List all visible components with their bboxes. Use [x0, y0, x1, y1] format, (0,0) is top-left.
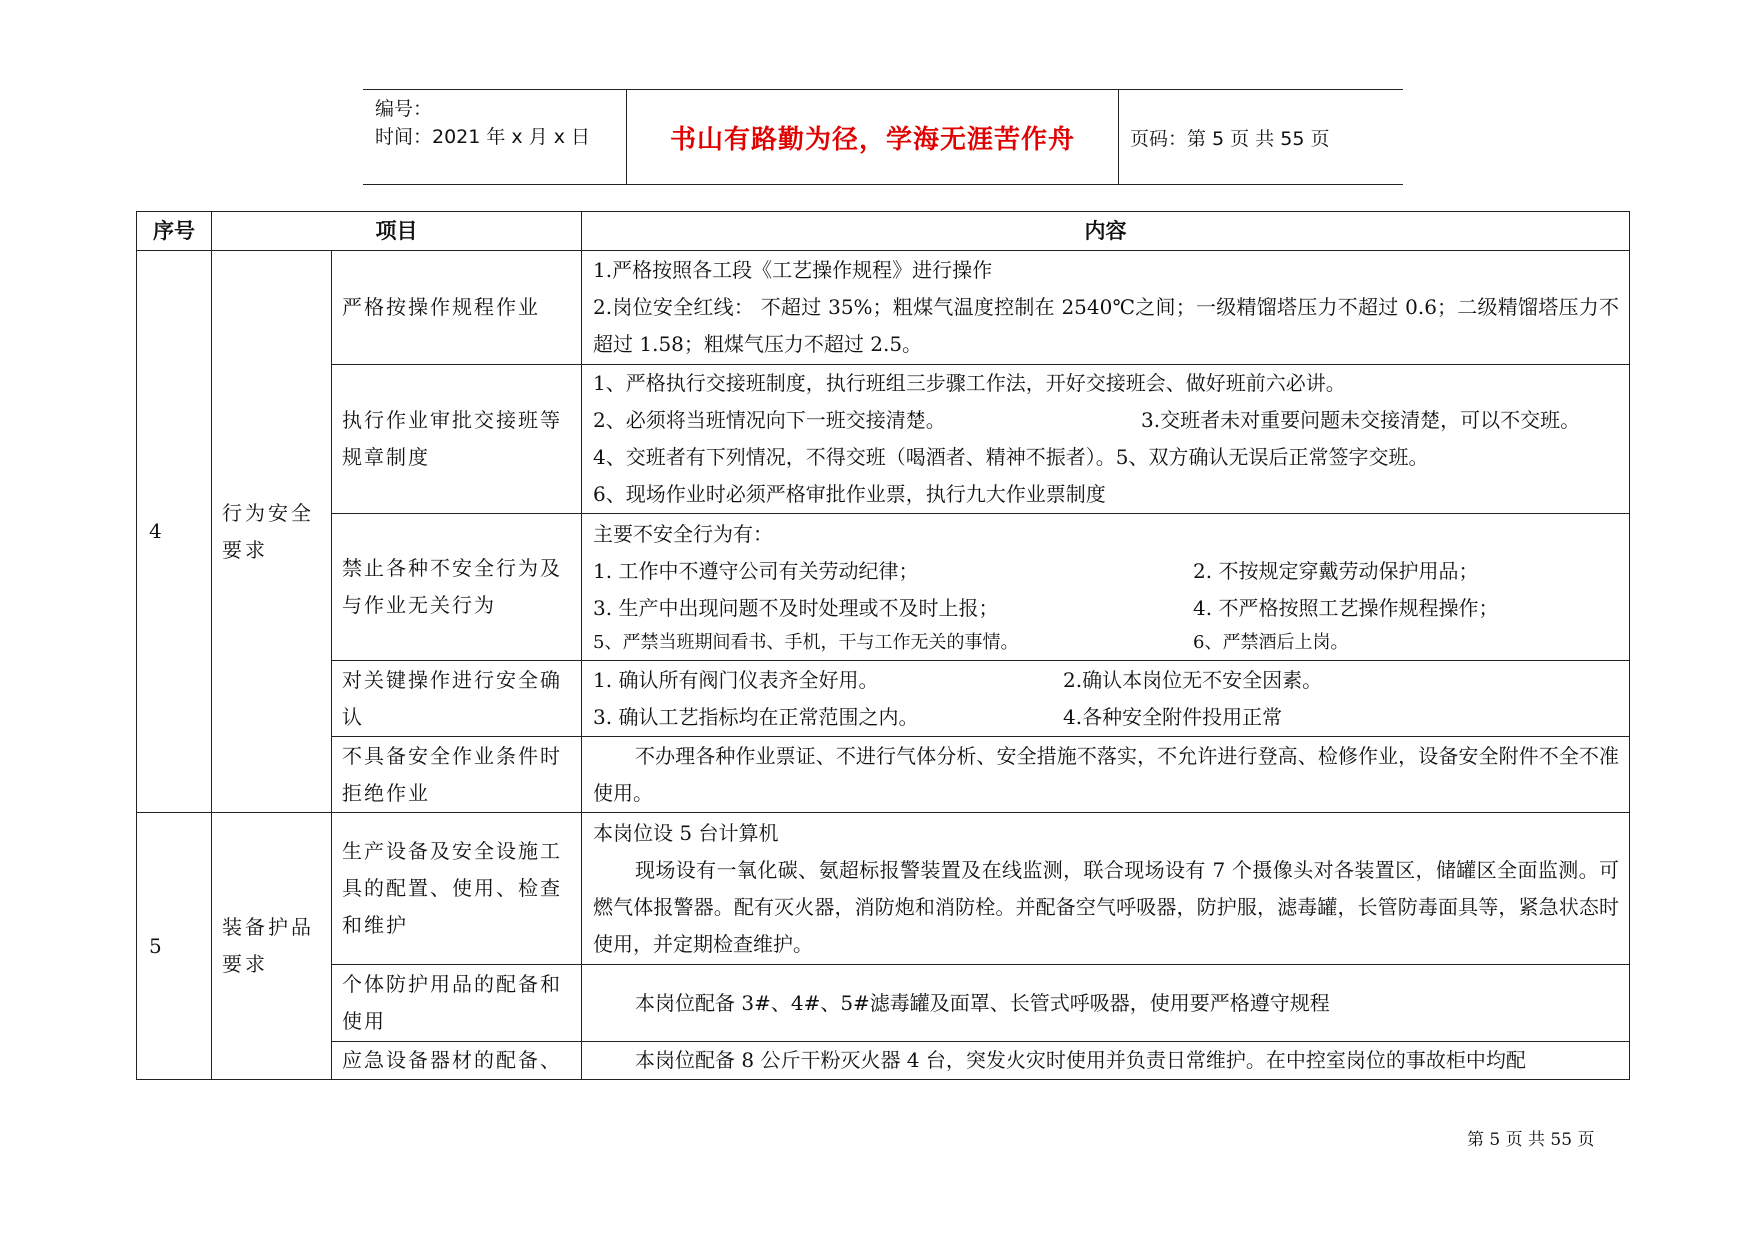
content-line-pair [593, 699, 1619, 736]
content-line: 1.严格按照各工段《工艺操作规程》进行操作 [593, 258, 993, 282]
content-cell [582, 661, 1630, 737]
content-cell: 本岗位配备 8 公斤干粉灭火器 4 台，突发火灾时使用并负责日常维护。在中控室岗位的事故柜中均配 [582, 1042, 1630, 1080]
document-header [363, 89, 1403, 185]
content-line: 1、严格执行交接班制度，执行班组三步骤工作法，开好交接班会、做好班前六必讲。 [593, 371, 1346, 395]
content-line: 2.确认本岗位无不安全因素。 [1063, 667, 1323, 692]
content-line: 3. 生产中出现问题不及时处理或不及时上报； [593, 595, 999, 620]
item-label: 对关键操作进行安全确认 [332, 661, 582, 737]
page-footer: 第 5 页 共 55 页 [1467, 1130, 1595, 1150]
number-label: 编号： [375, 98, 433, 120]
page-info: 页码：第 5 页 共 55 页 [1130, 127, 1330, 150]
content-line: 6、现场作业时必须严格审批作业票，执行九大作业票制度 [593, 482, 1106, 506]
item-label: 执行作业审批交接班等规章制度 [332, 365, 582, 514]
section-number: 5 [137, 813, 212, 1080]
content-cell [582, 514, 1630, 661]
content-line: 4、交班者有下列情况，不得交班（喝酒者、精神不振者）。5、双方确认无误后正常签字交班。 [593, 445, 1429, 469]
content-line: 3. 确认工艺指标均在正常范围之内。 [593, 704, 919, 729]
col-header-item: 项目 [212, 212, 582, 251]
content-line: 5、严禁当班期间看书、手机，干与工作无关的事情。 [593, 631, 1019, 653]
content-paragraph: 现场设有一氧化碳、氨超标报警装置及在线监测，联合现场设有 7 个摄像头对各装置区，储罐区全面监测。可燃气体报警器。配有灭火器，消防炮和消防栓。并配备空气呼吸器，防护服，滤毒罐，长管防毒面具等，紧急状态时使用，并定期检查维护。 [593, 857, 1619, 956]
item-label: 不具备安全作业条件时拒绝作业 [332, 737, 582, 813]
content-cell [582, 813, 1630, 965]
table-row [137, 514, 1630, 661]
content-line: 6、严禁酒后上岗。 [1193, 631, 1349, 653]
content-cell [582, 251, 1630, 365]
item-label: 应急设备器材的配备、 [332, 1042, 582, 1080]
content-line-pair [593, 662, 1619, 699]
content-line: 2. 不按规定穿戴劳动保护用品； [1193, 558, 1479, 583]
content-line: 4.各种安全附件投用正常 [1063, 704, 1283, 729]
header-meta [363, 90, 626, 184]
content-line: 3.交班者未对重要问题未交接清楚，可以不交班。 [1141, 408, 1581, 432]
table-row [137, 365, 1630, 514]
table-row [137, 737, 1630, 813]
time-label: 时间：2021 年 x 月 x 日 [375, 126, 591, 148]
section-category: 装备护品要求 [212, 813, 332, 1080]
table-row [137, 251, 1630, 365]
item-label: 生产设备及安全设施工具的配置、使用、检查和维护 [332, 813, 582, 965]
content-line-pair [593, 553, 1619, 590]
table-row [137, 965, 1630, 1042]
table-row [137, 1042, 1630, 1080]
content-cell [582, 365, 1630, 514]
content-line: 2、必须将当班情况向下一班交接清楚。 [593, 408, 946, 432]
content-line: 本岗位设 5 台计算机 [593, 820, 779, 845]
content-cell: 不办理各种作业票证、不进行气体分析、安全措施不落实，不允许进行登高、检修作业，设备安全附件不全不准使用。 [582, 737, 1630, 813]
section-number: 4 [137, 251, 212, 813]
content-line-pair [593, 627, 1619, 659]
header-page-cell [1118, 90, 1403, 184]
item-label: 个体防护用品的配备和使用 [332, 965, 582, 1042]
content-cell: 本岗位配备 3#、4#、5#滤毒罐及面罩、长管式呼吸器，使用要严格遵守规程 [582, 965, 1630, 1042]
content-line: 4. 不严格按照工艺操作规程操作； [1193, 595, 1499, 620]
content-line-pair [593, 402, 1619, 439]
content-line: 2.岗位安全红线： 不超过 35%；粗煤气温度控制在 2540℃之间；一级精馏塔压力不超过 0.6；二级精馏塔压力不超过 1.58；粗煤气压力不超过 2.5。 [593, 295, 1619, 356]
table-row [137, 661, 1630, 737]
motto-text: 书山有路勤为径，学海无涯苦作舟 [669, 124, 1075, 155]
content-line: 1. 确认所有阀门仪表齐全好用。 [593, 667, 879, 692]
header-motto-cell [626, 90, 1119, 184]
safety-requirements-table [136, 211, 1630, 1080]
table-header-row [137, 212, 1630, 251]
col-header-number: 序号 [137, 212, 212, 251]
col-header-content: 内容 [582, 212, 1630, 251]
item-label: 严格按操作规程作业 [332, 251, 582, 365]
content-line: 1. 工作中不遵守公司有关劳动纪律； [593, 558, 919, 583]
item-label: 禁止各种不安全行为及与作业无关行为 [332, 514, 582, 661]
table-row [137, 813, 1630, 965]
section-category: 行为安全要求 [212, 251, 332, 813]
content-line-pair [593, 590, 1619, 627]
content-line: 主要不安全行为有： [593, 521, 773, 546]
